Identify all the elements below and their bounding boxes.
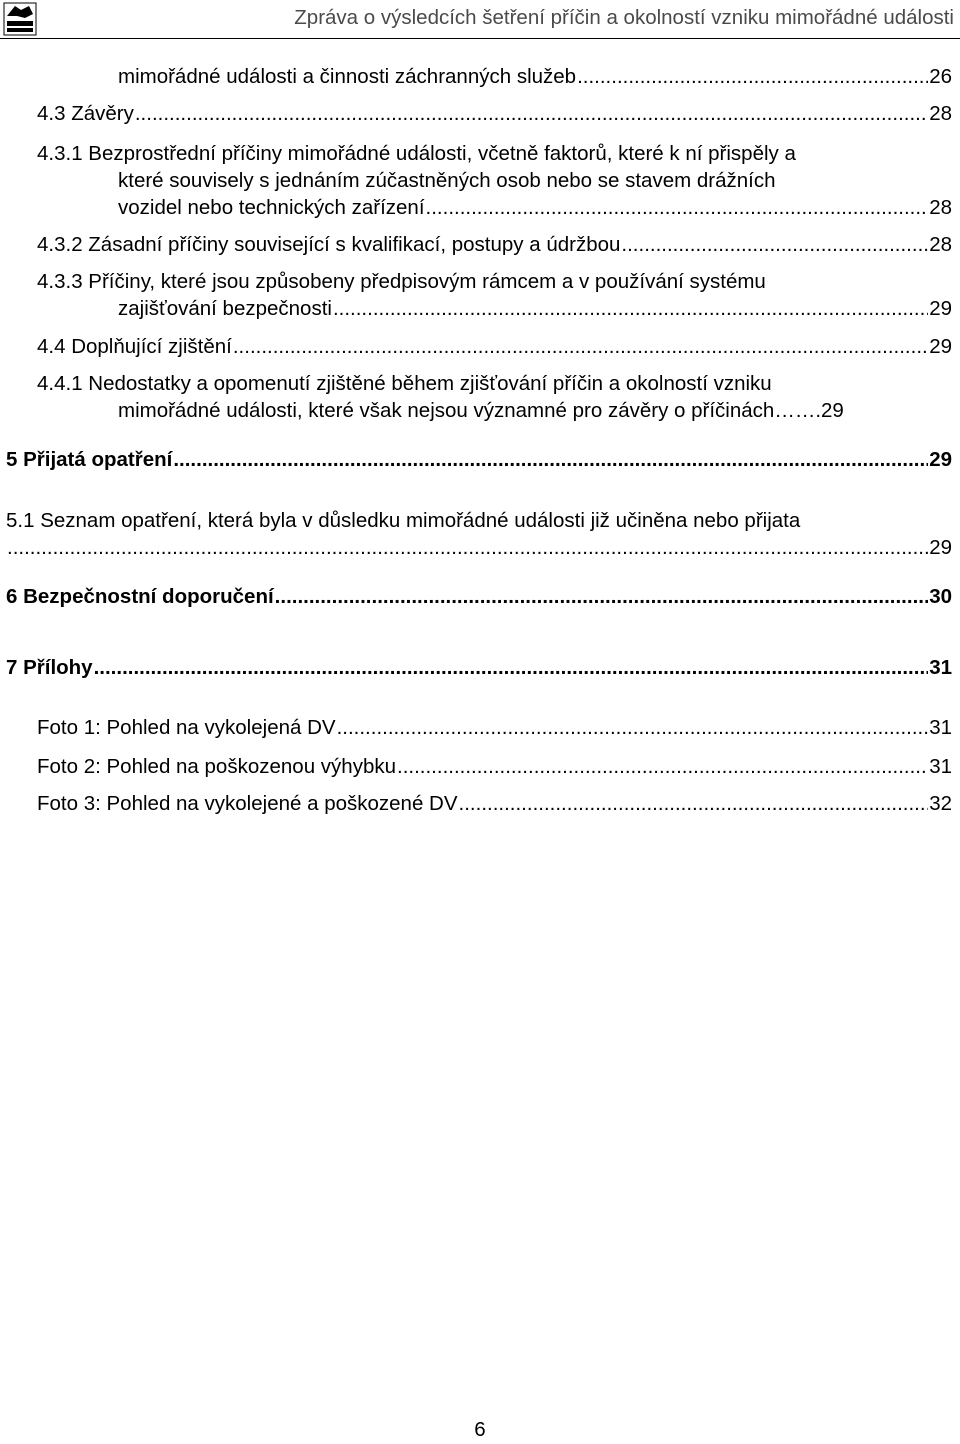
toc-page-number: 29: [929, 448, 952, 471]
toc-entry[interactable]: [37, 100, 952, 127]
toc-entry[interactable]: [118, 63, 952, 90]
toc-entry[interactable]: [37, 333, 952, 360]
toc-entry[interactable]: [37, 753, 952, 780]
toc-page-number: 29: [929, 335, 952, 358]
toc-entry[interactable]: [37, 231, 952, 258]
toc-entry-text: Foto 3: Pohled na vykolejené a poškozené DV: [37, 792, 458, 815]
toc-page-number: 31: [929, 716, 952, 739]
toc-entry-text[interactable]: 5.1 Seznam opatření, která byla v důsledku mimořádné události již učiněna nebo přijata: [6, 509, 801, 532]
toc-entry-text: 4.3 Závěry: [37, 102, 134, 125]
toc-entry[interactable]: [37, 714, 952, 741]
toc-entry-text: 6 Bezpečnostní doporučení: [6, 585, 274, 608]
dot-leader: [7, 534, 928, 561]
page-number: 6: [474, 1418, 486, 1441]
toc-entry-text: 5 Přijatá opatření: [6, 448, 173, 471]
toc-entry[interactable]: [6, 654, 952, 681]
toc-entry[interactable]: [6, 446, 952, 473]
toc-entry-text: Foto 2: Pohled na poškozenou výhybku: [37, 755, 396, 778]
toc-entry[interactable]: [6, 583, 952, 610]
dot-leader: [173, 446, 928, 473]
toc-entry-text-line: mimořádné události, které však nejsou významné pro závěry o příčinách: [118, 399, 775, 422]
toc-entry-text: Foto 1: Pohled na vykolejená DV: [37, 716, 336, 739]
dot-leader: [135, 100, 928, 127]
dot-leader: [397, 753, 928, 780]
toc-page-number: 28: [929, 102, 952, 125]
toc-entry-text[interactable]: 4.3.1 Bezprostřední příčiny mimořádné události, včetně faktorů, které k ní přispěly a: [37, 142, 796, 165]
dot-leader: …….: [774, 399, 822, 422]
toc-entry[interactable]: [118, 295, 952, 322]
header-divider: [0, 38, 960, 39]
toc-entry-text: zajišťování bezpečnosti: [118, 297, 332, 320]
dot-leader: [337, 714, 929, 741]
toc-entry-text[interactable]: [118, 397, 844, 424]
dot-leader: [94, 654, 929, 681]
dot-leader: [233, 333, 928, 360]
toc-entry-text[interactable]: 4.3.3 Příčiny, které jsou způsobeny předpisovým rámcem a v používání systému: [37, 270, 766, 293]
toc-page-number: 31: [929, 656, 952, 679]
toc-entry-text: 4.3.2 Zásadní příčiny související s kvalifikací, postupy a údržbou: [37, 233, 621, 256]
dot-leader: [333, 295, 928, 322]
dot-leader: [275, 583, 929, 610]
toc-entry-text[interactable]: 4.4.1 Nedostatky a opomenutí zjištěné během zjišťování příčin a okolností vzniku: [37, 372, 772, 395]
toc-entry-text: vozidel nebo technických zařízení: [118, 196, 425, 219]
toc-page-number: 29: [821, 399, 844, 422]
document-title: Zpráva o výsledcích šetření příčin a okolností vzniku mimořádné události: [294, 6, 954, 29]
toc-page-number: 28: [929, 233, 952, 256]
toc-entry[interactable]: [6, 534, 952, 561]
drazni-inspekce-logo: [3, 2, 37, 36]
toc-page-number: 26: [929, 65, 952, 88]
toc-entry-text: 7 Přílohy: [6, 656, 93, 679]
toc-entry-text: které souvisely s jednáním zúčastněných osob nebo se stavem drážních: [118, 169, 776, 192]
toc-page-number: 29: [929, 536, 952, 559]
toc-page-number: 28: [929, 196, 952, 219]
toc-entry-text: 4.4 Doplňující zjištění: [37, 335, 232, 358]
toc-entry[interactable]: [37, 790, 952, 817]
dot-leader: [426, 194, 929, 221]
toc-entry-text: mimořádné události a činnosti záchranných služeb: [118, 65, 577, 88]
toc-page-number: 31: [929, 755, 952, 778]
toc-page-number: 29: [929, 297, 952, 320]
dot-leader: [577, 63, 928, 90]
dot-leader: [459, 790, 929, 817]
dot-leader: [621, 231, 928, 258]
page-header: [0, 0, 960, 40]
toc-page-number: 30: [929, 585, 952, 608]
toc-page-number: 32: [929, 792, 952, 815]
toc-entry[interactable]: [118, 194, 952, 221]
